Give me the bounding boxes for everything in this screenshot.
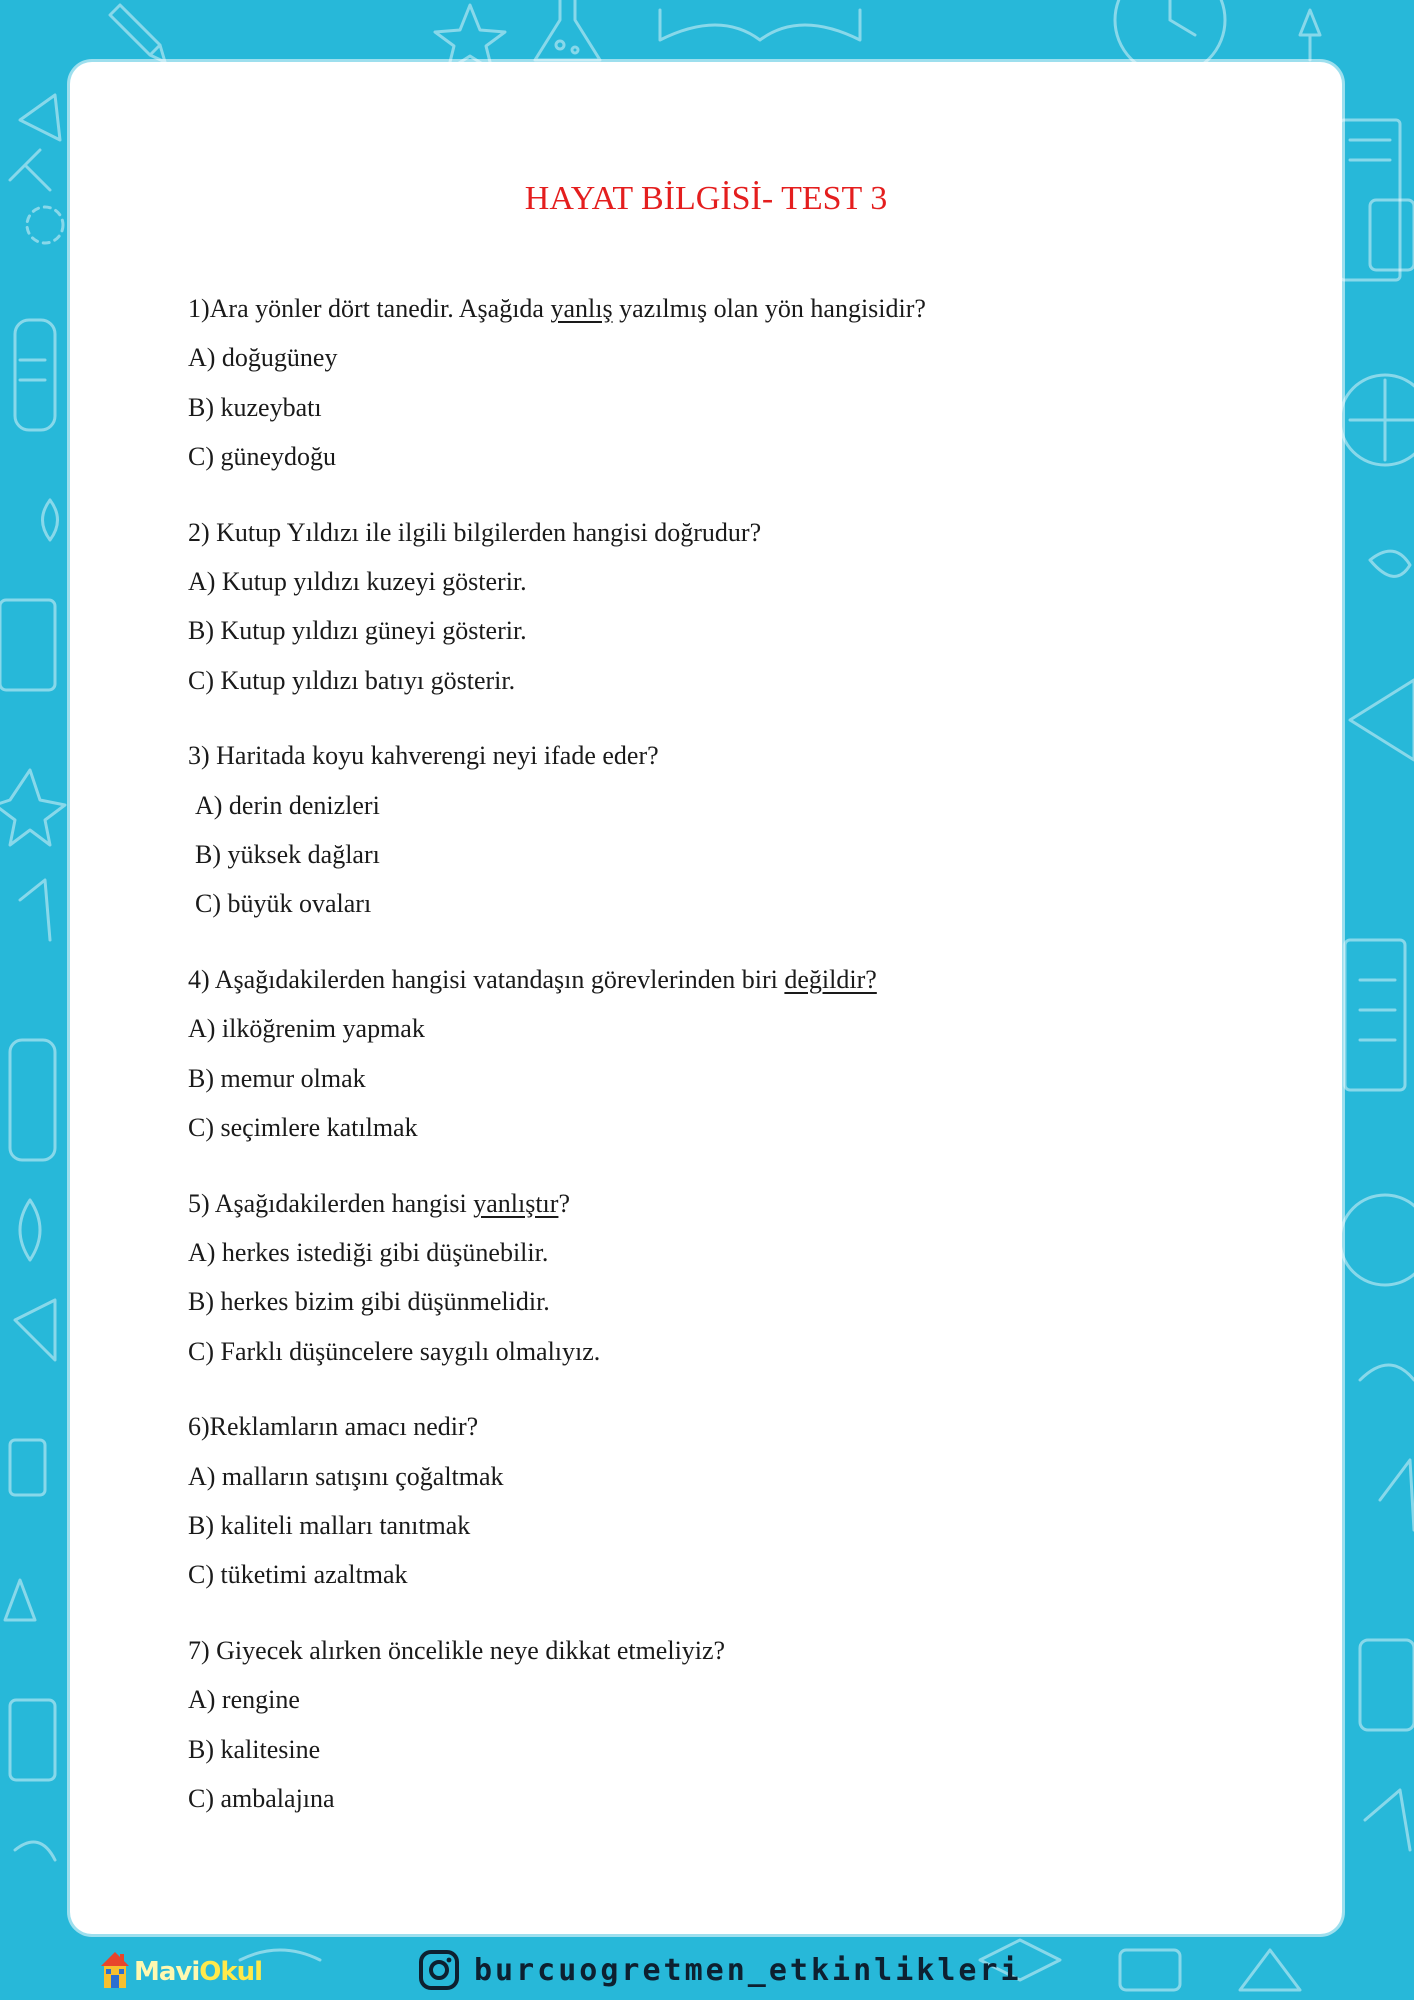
question-3 xyxy=(188,731,1348,929)
question-4 xyxy=(188,955,1348,1153)
option-b: B) kalitesine xyxy=(188,1734,321,1764)
option-a: A) doğugüney xyxy=(188,343,338,373)
option-a: A) Kutup yıldızı kuzeyi gösterir. xyxy=(188,567,527,597)
option-c: C) ambalajına xyxy=(188,1783,335,1813)
question-text: 7) Giyecek alırken öncelikle neye dikkat etmeliyiz? xyxy=(188,1635,726,1665)
instagram-handle xyxy=(418,1948,1022,1992)
option-a: A) malların satışını çoğaltmak xyxy=(188,1461,504,1491)
house-icon xyxy=(98,1946,132,1992)
option-b: B) Kutup yıldızı güneyi gösterir. xyxy=(188,616,527,646)
underlined-keyword: yanlış xyxy=(550,294,613,323)
question-text xyxy=(188,284,1348,333)
question-text: 6)Reklamların amacı nedir? xyxy=(188,1412,479,1442)
question-list xyxy=(188,284,1348,1849)
option-b: B) kaliteli malları tanıtmak xyxy=(188,1510,471,1540)
question-text-part: 4) Aşağıdakilerden hangisi vatandaşın görevlerinden biri xyxy=(188,964,785,994)
question-text: 3) Haritada koyu kahverengi neyi ifade eder? xyxy=(188,741,659,771)
underlined-keyword: yanlıştır xyxy=(473,1188,559,1218)
question-5 xyxy=(188,1179,1348,1377)
logo-text-okul: Okul xyxy=(199,1957,263,1987)
question-1 xyxy=(188,284,1348,482)
option-b: B) kuzeybatı xyxy=(188,392,322,422)
question-text: 2) Kutup Yıldızı ile ilgili bilgilerden hangisi doğrudur? xyxy=(188,517,762,547)
logo-text xyxy=(134,1952,262,1992)
question-text xyxy=(188,955,1348,1004)
question-2 xyxy=(188,508,1348,706)
question-text-part: ? xyxy=(558,1188,570,1218)
underlined-keyword: değildir? xyxy=(784,964,877,994)
option-b: B) memur olmak xyxy=(188,1063,366,1093)
option-c: C) Farklı düşüncelere saygılı olmalıyız. xyxy=(188,1336,601,1366)
question-text xyxy=(188,1179,1348,1228)
option-c: C) Kutup yıldızı batıyı gösterir. xyxy=(188,665,516,695)
worksheet-page xyxy=(70,62,1342,1934)
option-c: C) tüketimi azaltmak xyxy=(188,1560,408,1590)
question-text-part: yazılmış olan yön hangisidir? xyxy=(612,294,926,323)
option-b: B) yüksek dağları xyxy=(195,840,380,870)
maviokul-logo xyxy=(98,1944,262,1992)
option-b: B) herkes bizim gibi düşünmelidir. xyxy=(188,1287,550,1317)
question-text-part: 1)Ara yönler dört tanedir. Aşağıda xyxy=(188,294,551,323)
option-c: C) seçimlere katılmak xyxy=(188,1113,418,1143)
question-6 xyxy=(188,1402,1348,1600)
option-a: A) derin denizleri xyxy=(195,790,380,820)
option-c: C) büyük ovaları xyxy=(195,889,372,919)
test-title: HAYAT BİLGİSİ- TEST 3 xyxy=(524,180,888,217)
option-a: A) rengine xyxy=(188,1685,300,1715)
option-a: A) ilköğrenim yapmak xyxy=(188,1014,425,1044)
question-text-part: 5) Aşağıdakilerden hangisi xyxy=(188,1188,474,1218)
instagram-icon xyxy=(418,1949,460,1991)
option-a: A) herkes istediği gibi düşünebilir. xyxy=(188,1237,549,1267)
logo-text-mavi: Mavi xyxy=(134,1957,200,1987)
question-7 xyxy=(188,1626,1348,1824)
option-c: C) güneydoğu xyxy=(188,442,337,472)
handle-text: burcuogretmen_etkinlikleri xyxy=(474,1952,1022,1988)
